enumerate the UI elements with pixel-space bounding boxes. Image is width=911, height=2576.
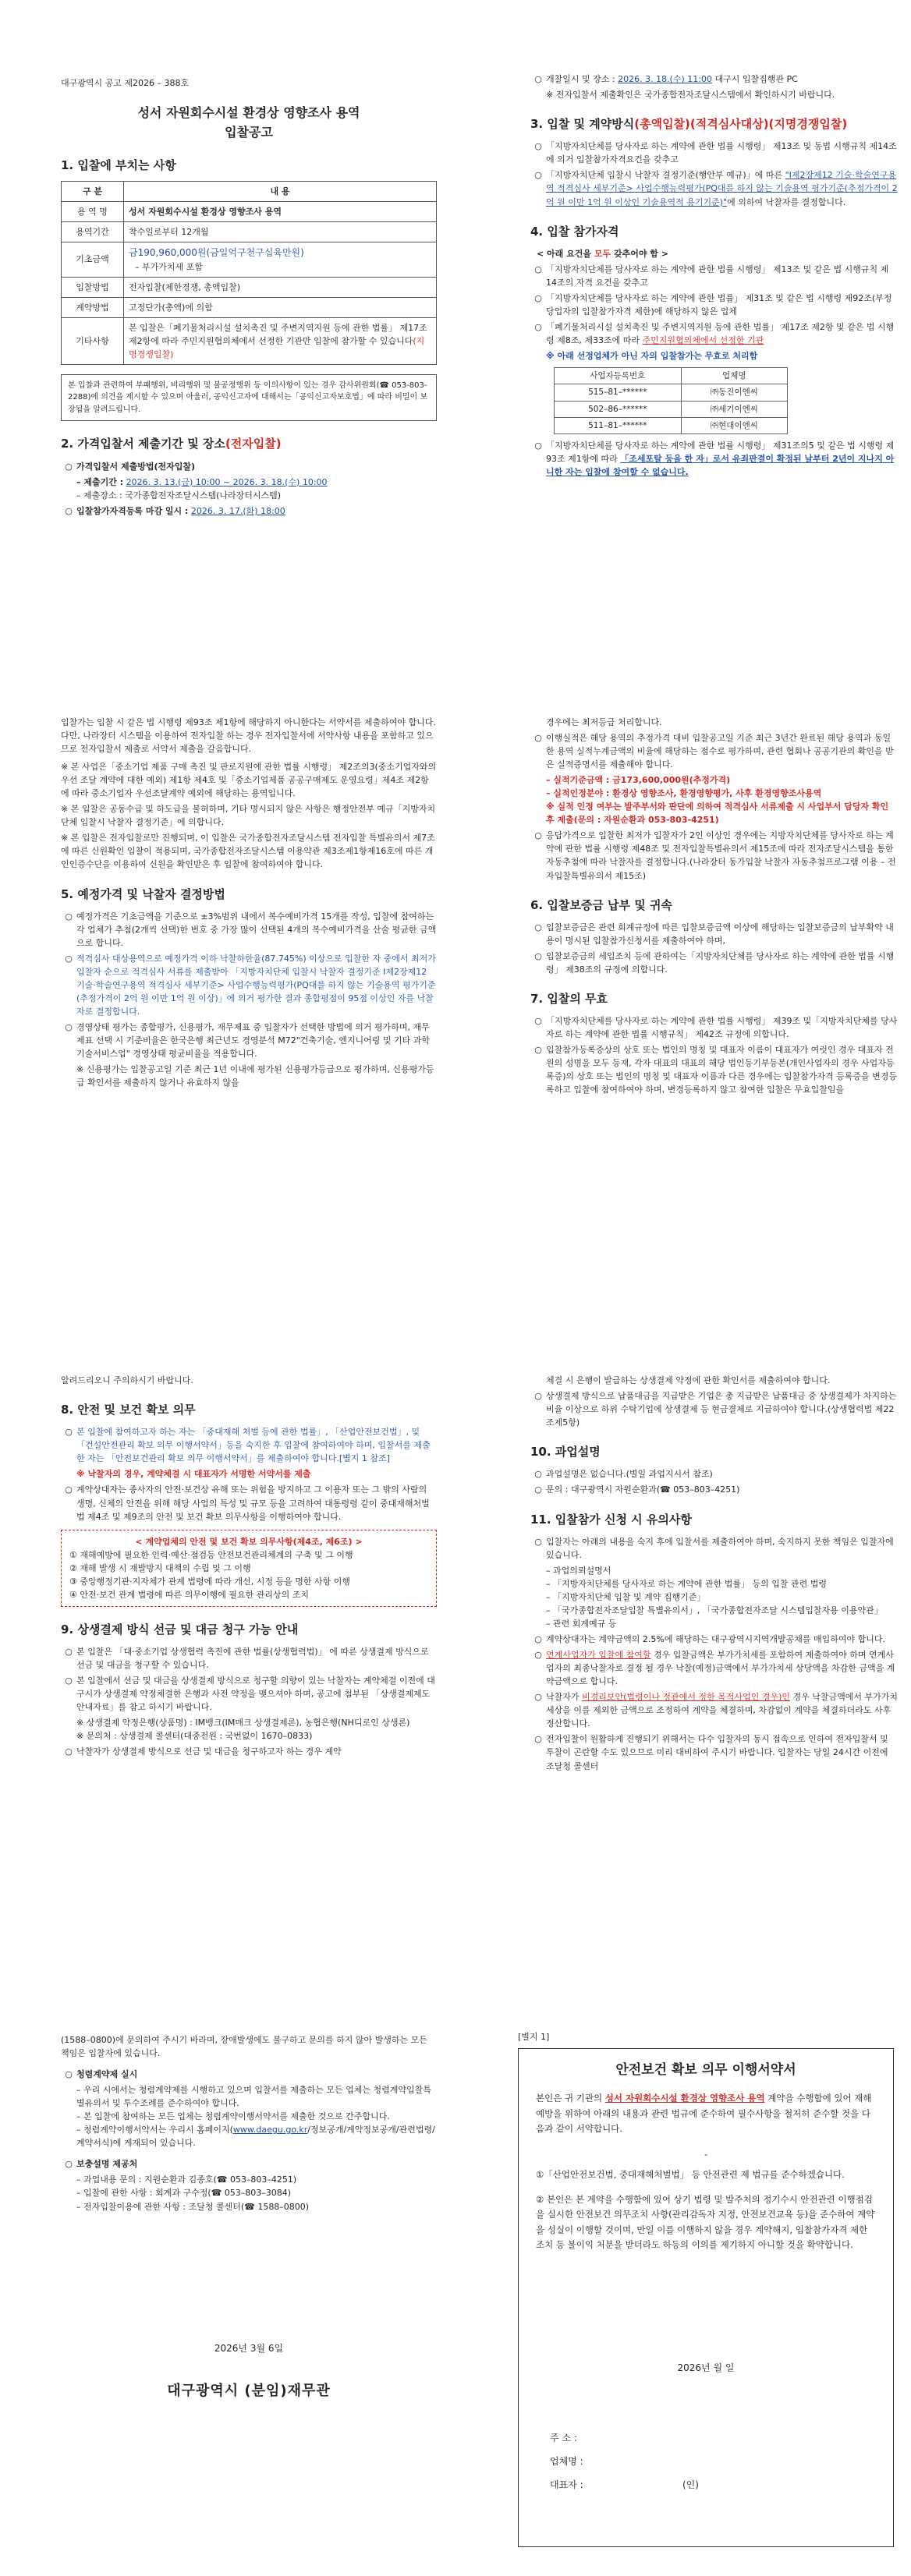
- item-text: 예정가격은 기초금액을 기준으로 ±3%범위 내에서 복수예비가격 15개를 작성, 입찰에 참여하는 각 업체가 추첨(2개씩 선택)한 번호 중 가장 많이 선택된 4개의 복수예비가격을 산술 평균한 금액으로 합니다.: [76, 911, 437, 948]
- circle-bullet-icon: ○: [534, 441, 542, 451]
- circle-bullet-icon: ○: [534, 292, 542, 303]
- lead-text: < 아래 요건을: [537, 248, 592, 259]
- list-item: [530, 1648, 899, 1688]
- table-row: [555, 384, 788, 401]
- circle-bullet-icon: ○: [534, 950, 542, 961]
- circle-bullet-icon: ○: [534, 264, 542, 274]
- audit-notice-box: 본 입찰과 관련하여 부패행위, 비리행위 및 불공정행위 등 이의사항이 있는 경우 감사위원회(☎ 053-803-2288)에 의견을 제시할 수 있으며 아울러, 공익신고자에 대해서는「공익신고자보호법」에 따라 비밀이 보장됨을 알려드립니다.: [61, 374, 437, 422]
- item-red: 주민지원협의체에서 선정한 기관: [642, 335, 764, 346]
- list-item: [61, 1425, 437, 1465]
- list-item: [61, 476, 437, 489]
- list-item: [530, 1389, 899, 1429]
- item-text: 「지방자치단체를 당사자로 하는 계약에 관한 법률 시행령」 제39조 및「지방자치단체를 당사자로 하는 계약에 관한 법률 시행규칙」 제42조 규정에 의합니다.: [546, 1016, 898, 1040]
- circle-bullet-icon: ○: [534, 1634, 542, 1645]
- row-label: 용역기간: [62, 221, 124, 242]
- circle-bullet-icon: ○: [534, 1016, 542, 1027]
- doc-item: – 「지방자치단체 입찰 및 계약 집행기준」: [546, 1591, 706, 1602]
- row-label: 기초금액: [62, 242, 124, 278]
- list-item: [61, 1645, 437, 1672]
- list-item: [530, 1014, 899, 1041]
- opening-time: 2026. 3. 18.(수) 11:00: [618, 74, 712, 84]
- list-item: [530, 320, 899, 347]
- list-item: [530, 1043, 899, 1096]
- duty-item: ① 재해예방에 필요한 인력·예산·점검등 안전보건관리체계의 구축 및 그 이행: [69, 1549, 353, 1560]
- project-name: 성서 자원회수시설 환경상 영향조사 용역: [604, 2093, 765, 2104]
- paragraph: (1588–0800)에 문의하여 주시기 바라며, 장애발생에도 불구하고 문의를 하지 않아 발생하는 모든 책임은 입찰자에 있습니다.: [61, 2035, 427, 2059]
- paragraph: 입찰가는 입찰 시 같은 법 시행령 제93조 제1항에 해당하지 아니한다는 서약서를 제출하여야 합니다. 다만, 나라장터 시스템을 이용하여 전자입찰 하는 경우 전자입찰서에 서약사항 내용을 포함하고 있으므로 전자입찰서 제출로 서약서 제출을 갈음합니다.: [61, 717, 436, 755]
- document-subtitle: 입찰공고: [225, 124, 273, 140]
- item-text: 낙찰자가 상생결제 방식으로 선금 및 대금을 청구하고자 하는 경우 계약: [76, 1746, 342, 1757]
- page4-right-column: [518, 2030, 894, 2547]
- item-text: 입찰자는 아래의 내용을 숙지 후에 입찰서를 제출하여야 하며, 숙지하지 못한 책임은 입찰자에 있습니다.: [546, 1536, 894, 1560]
- criteria-field: – 실적인정분야 : 환경상 영향조사, 환경영향평가, 사후 환경영향조사용역: [546, 788, 822, 799]
- note: [61, 802, 437, 829]
- row-label: 용 역 명: [62, 201, 124, 221]
- item-text: 상생결제 방식으로 납품대금을 지급받은 기업은 총 지급받은 납품대금 중 상생결제가 차지하는 비율 이상으로 하위 수탁기업에 상생결제 등 현금결제로 지급하여야 합니다.(상생협력법 제22조제5항): [546, 1391, 897, 1428]
- item-text: 입찰참가등록증상의 상호 또는 법인의 명칭 및 대표자 이름이 대표자가 여럿인 경우 대표자 전원의 성명을 모두 등재, 각자 대표의 대표의 해당 법인등기부등본(개인사업자의 경우 사업자등록증)의 상호 또는 법인의 명칭 및 대표자 이름과 다른 경우에는 입찰참가자격 등록증을 변경등록하고 입찰에 참여하여야 하며, 변경등록하지 않고 참여한 입찰은 무효입찰임을: [546, 1045, 898, 1095]
- circle-bullet-icon: ○: [534, 1045, 542, 1056]
- doc-item: – 과업의뢰설명서: [546, 1565, 611, 1576]
- list-item: [530, 1483, 899, 1496]
- item-text: 전자입찰이 원활하게 진행되기 위해서는 다수 입찰자의 동시 접속으로 인하여 전자입찰서 및 투찰이 곤란할 수도 있으므로 미리 대비하여 주시기 바랍니다. 입찰자는 당일 24시간 이전에 조달청 콜센터: [546, 1734, 888, 1771]
- heading-red: (전자입찰): [225, 437, 282, 451]
- section-6-heading: 6. 입찰보증금 납부 및 귀속: [530, 897, 672, 912]
- list-item: [530, 73, 899, 86]
- list-item: [61, 952, 437, 1018]
- table-header: 내 용: [124, 181, 437, 201]
- signature-note: ※ 낙찰자의 경우, 계약체결 시 대표자가 서명한 서약서를 제출: [76, 1469, 311, 1480]
- form-text: 계약을 수행함에 있어 재해예방을 위하여 아래의 내용과 관련 법규에 준수하여 필수사항을 철저히 준수할 것을 다음과 같이 서약합니다.: [536, 2093, 872, 2135]
- item-text: 입찰보증금은 관련 회계규정에 따른 입찰보증금액 이상에 해당하는 입찰보증금의 납부확약 내용이 명시된 입찰참가신청서를 제출하여야 하며,: [546, 922, 894, 946]
- item-text: 과업설명은 없습니다.(별일 과업지시서 참조): [546, 1469, 713, 1480]
- list-item: – 우리 시에서는 청렴계약제를 시행하고 있으며 입찰서를 제출하는 모든 업체는 청렴계약입찰특별유의서 및 투수조례를 준수하여야 합니다.: [76, 2085, 431, 2109]
- list-item: [61, 910, 437, 950]
- page4-left-column: [61, 2033, 437, 2517]
- item-text: 가격입찰서 제출방법(전자입찰): [76, 461, 196, 472]
- form-text: 본인은 귀 기관의: [536, 2093, 603, 2104]
- page1-left-column: [61, 76, 437, 520]
- selected-companies-table: [554, 367, 788, 434]
- registration-deadline: 2026. 3. 17.(화) 18:00: [190, 505, 285, 516]
- item-label: 개찰일시 및 장소 :: [546, 74, 615, 84]
- item-text: 에 의하여 낙찰자를 결정합니다.: [727, 196, 846, 207]
- form-title: 안전보건 확보 의무 이행서약서: [615, 2062, 796, 2079]
- circle-bullet-icon: ○: [65, 2159, 73, 2170]
- list-item: [61, 1674, 437, 1714]
- paragraph: 경우에는 최저등급 처리합니다.: [546, 717, 662, 727]
- cell: 502–86–******: [555, 401, 682, 417]
- item-heading: 청렴계약제 실시: [76, 2069, 138, 2080]
- form-paragraph: [536, 2091, 876, 2137]
- contact-item: – 전자입찰이용에 관한 사항 : 조달청 콜센터(☎ 1588–0800): [76, 2201, 310, 2212]
- row-value: 고정단가(총액)에 의함: [124, 297, 437, 317]
- pledge-item: ①「산업안전보건법, 중대재해처벌법」 등 안전관련 제 법규를 준수하겠습니다.: [536, 2169, 845, 2181]
- cell: 511–81–******: [555, 418, 682, 434]
- circle-bullet-icon: ○: [65, 953, 73, 964]
- circle-bullet-icon: ○: [534, 74, 542, 84]
- item-text: /정보공개/계약정보공개/관련법령/계약서식)에 게재되어 있습니다.: [76, 2125, 435, 2149]
- list-item: [530, 731, 899, 771]
- list-item: [61, 2123, 437, 2150]
- section-8-heading: 8. 안전 및 보건 확보 의무: [61, 1403, 196, 1417]
- list-item: [530, 1690, 899, 1730]
- row-value: 착수일로부터 12개월: [124, 221, 437, 242]
- criteria-note: ※ 실적 인정 여부는 발주부서와 판단에 의하여 적격심사 서류제출 시 사업부서 담당자 확인 후 제출(문의 : 자원순환과 053-803-4251): [546, 801, 889, 826]
- list-item: [61, 460, 437, 473]
- note: [61, 760, 437, 800]
- item-text: 문의 : 대구광역시 자원순환과(☎ 053–803–4251): [546, 1484, 740, 1495]
- note: ※ 전자입찰서 제출확인은 국가종합전자조달시스템에서 확인하시기 바랍니다.: [546, 90, 835, 101]
- section-10-heading: 10. 과업설명: [530, 1445, 601, 1460]
- item-text: 「지방자치단체를 당사자로 하는 계약에 관한 법률 시행령」 제13조 및 같은 법 시행규칙 제14조의 자격 요건을 갖추고: [546, 264, 889, 288]
- cell: ㈜동진이엔씨: [681, 384, 787, 401]
- circle-bullet-icon: ○: [534, 1650, 542, 1661]
- heading-red: (총액입찰)(적격심사대상)(지명경쟁입찰): [634, 117, 848, 132]
- other-info: 본 입찰은「폐기물처리시설 설치촉진 및 주변지역지원 등에 관한 법률」 제17조제2항에 따라 주민지원협의체에서 선정한 기관만 입찰에 참가할 수 있습니다: [129, 322, 427, 346]
- homepage-link[interactable]: www.daegu.go.kr: [232, 2125, 308, 2135]
- list-item: [61, 1483, 437, 1523]
- seal-mark: (인): [682, 2479, 699, 2491]
- circle-bullet-icon: ○: [534, 141, 542, 152]
- page3-right-column: [530, 1374, 899, 1775]
- note: ※ 신용평가는 입찰공고일 기준 최근 1년 이내에 평가된 신용평가등급으로 평가하며, 신용평가등급 확인서를 제출하지 않거나 유효하지 않을: [76, 1064, 434, 1088]
- row-value: 전자입찰(제한경쟁, 총액입찰): [124, 277, 437, 297]
- item-text: 이행실적은 해당 용역의 추정가격 대비 입찰공고일 기준 최근 3년간 완료된 해당 용역과 동일한 용역 실적누계금액의 비율에 해당하는 점수로 평가하며, 관련 협회나 공공기관의 확인을 받은 실적증명서를 제출해야 합니다.: [546, 733, 894, 770]
- item-text: 「지방자치단체를 당사자로 하는 계약에 관한 법률 시행령」 제31조의5 및 같은 법 시행령 제93조 제1항에 따라: [546, 441, 895, 465]
- bid-info-table: [61, 181, 437, 365]
- row-label: 입찰방법: [62, 277, 124, 297]
- section-4-heading: 4. 입찰 참가자격: [530, 224, 619, 239]
- note-text: ※ 본 사업은「중소기업 제품 구매 촉진 및 판로지원에 관한 법률 시행령」 제2조의3(중소기업자와의 우선 조달 계약에 대한 예외) 제1항 제4호 및「중소기업제품 공공구매제도 운영요령」제4조 제2항에 따라 중소기업자 우선조달계약 예외에 해당하는 용역입니다.: [61, 762, 437, 799]
- circle-bullet-icon: ○: [65, 1484, 73, 1495]
- list-item: [61, 1021, 437, 1060]
- list-item: [530, 1732, 899, 1772]
- duty-item: ③ 중앙행정기관·지자체가 관계 법령에 따라 개선, 시정 등을 명한 사항 이행: [69, 1576, 350, 1587]
- row-value: [124, 242, 437, 278]
- note-text: ※ 본 입찰은 공동수급 및 하도급을 불허하며, 기타 명시되지 않은 사항은 행정안전부 예규「지방자치단체 입찰시 낙찰자 결정기준」에 의합니다.: [61, 804, 436, 828]
- list-item: – 본 입찰에 참여하는 모든 업체는 청렴계약이행서약서를 제출한 것으로 간주합니다.: [76, 2111, 390, 2122]
- criteria-text: "Ⅰ제2장제12 기술·학술연구용역 적격심사 세부기준> 사업수행능력평가(PQ대를 하지 않는 기술용역 평가기준(추정가격이 2억 원 이만 1억 원 이상인 기술용역적 용기기준)": [546, 170, 898, 207]
- circle-bullet-icon: ○: [65, 1647, 73, 1658]
- circle-bullet-icon: ○: [65, 461, 73, 472]
- form-date[interactable]: 2026년 월 일: [677, 2362, 735, 2374]
- doc-item: – 「국가종합전자조달입찰 특별유의서」, 「국가종합전자조달 시스템입찰자용 이용약관」: [546, 1605, 883, 1616]
- list-item: [530, 921, 899, 947]
- section-9-heading: 9. 상생결제 방식 선금 및 대금 청구 가능 안내: [61, 1622, 299, 1637]
- list-item: [61, 504, 437, 518]
- list-item: – 제출장소 : 국가종합전자조달시스템(나라장터시스템): [76, 490, 282, 501]
- note-text: ※ 본 입찰은 전자입찰로만 진행되며, 이 입찰은 국가종합전자조달시스템 전자입찰 특별유의서 제7조에 따른 신원확인 입찰이 적용되며, 국가종합전자조달시스템 이용약관 제3조제1항제16호에 따른 개인인증수단을 이용하여 신원을 확인받은 후 입찰에 참여하여야 합니다.: [61, 833, 435, 870]
- row-value: [124, 317, 437, 364]
- circle-bullet-icon: ○: [65, 1427, 73, 1438]
- appendix-label: [별지 1]: [518, 2032, 550, 2042]
- pledge-form: 안전보건 확보 의무 이행서약서 본인은 귀 기관의 성서 자원회수시설 환경상 영향조사 용역 계약을 수행함에 있어 재해예방을 위하여 아래의 내용과 관련 법규에 준수하여 필수사항을 철저히 준수할 것을 다음과 같이 서약합니다. - ①「산업안전보건법, 중대재해처벌법」 등 안전관련 제 법규를 준수하겠습니다. ② 본인은 본 계약을 수행함에 있어 상기 법령 및 발주처의 정기수시 안전관련 이행점검을 실시한 안전보건 의무조치 사항(관리감독자 지정, 안전보건교육 등)을 준수하여 계약을 성실이 이행할 것이며, 만일 이를 이행하지 않을 경우 계약해지, 입찰참가자격 제한조치 등 불이익 처분을 받더라도 하등의 이의를 제기하지 아니할 것을 확약합니다. 2026년 월 일 주 소 : 업체명 : 대표자 : (인): [518, 2048, 894, 2547]
- item-text: 경영상태 평가는 종합평가, 신용평가, 재무제표 중 입찰자가 선택한 방법에 의거 평가하며, 재무제표 선택 시 기준비율은 한국은행 최근년도 경영분석 M72"건축기술, 엔지니어링 및 기타 과학기술서비스업" 경영상태 평균비율을 적용합니다.: [76, 1022, 431, 1060]
- circle-bullet-icon: ○: [534, 322, 542, 333]
- heading-text: 3. 입찰 및 계약방식: [530, 117, 635, 132]
- list-item: [530, 1633, 899, 1646]
- box-title: < 계약업체의 안전 및 보건 확보 의무사항(제4조, 제6조) >: [135, 1536, 363, 1547]
- doc-item: – 관련 회계예규 등: [546, 1619, 617, 1629]
- item-text: 경우 낙찰금액에서 부가가치세상을 이를 제외한 금액으로 조정하여 계약을 체결하며, 차감없이 계약을 체결하더라도 사후 정산합니다.: [546, 1692, 898, 1729]
- item-text: 본 입찰은 「대·중소기업 상생협력 촉진에 관한 법률(상생협력법)」 에 따른 상생결제 방식으로 선금 및 대금을 청구할 수 있습니다.: [76, 1647, 429, 1671]
- item-red: 비경리보안(법령이나 정관에서 정한 목적사업인 경우)인: [582, 1692, 790, 1703]
- list-item: [530, 1535, 899, 1562]
- item-text: 「폐기물처리시설 설치촉진 및 주변지역지원 등에 관한 법률」 제17조 제2항 및 같은 법 시행령 제8조, 제33조에 따라: [546, 322, 895, 346]
- section-1-heading: 1. 입찰에 부치는 사항: [61, 157, 176, 172]
- table-header: 구 분: [62, 181, 124, 201]
- circle-bullet-icon: ○: [534, 1692, 542, 1703]
- lead-text: 갖추어야 함 >: [613, 248, 668, 259]
- paragraph: 체결 시 은행이 발급하는 상생결제 약정에 관한 확인서를 제출하여야 합니다.: [546, 1375, 831, 1385]
- list-item: [61, 1745, 437, 1758]
- circle-bullet-icon: ○: [534, 830, 542, 841]
- base-amount: 금190,960,000원(금일억구천구십육만원): [129, 247, 304, 259]
- circle-bullet-icon: ○: [65, 1022, 73, 1033]
- item-text: 낙찰자가: [546, 1692, 580, 1703]
- item-bold: 「조세포탈 등을 한 자」로서 유죄판결이 확정된 날부터 2년이 지나지 아니한 자는 입찰에 참여할 수 없습니다.: [546, 454, 895, 478]
- circle-bullet-icon: ○: [534, 1469, 542, 1480]
- note: [61, 831, 437, 871]
- section-5-heading: 5. 예정가격 및 낙찰자 결정방법: [61, 886, 225, 901]
- lead-red: 모두: [594, 248, 611, 259]
- circle-bullet-icon: ○: [534, 922, 542, 932]
- list-item: [530, 292, 899, 318]
- item-text: 본 입찰에서 선금 및 대금을 상생결제 방식으로 청구할 의향이 있는 낙찰자는 계약체결 이전에 대구시가 상생결제 약정체결한 은행과 사전 약정을 맺으셔야 하며, 공고에 첨부된 「상생결제제도 안내자료」를 참고 하시기 바랍니다.: [76, 1675, 435, 1713]
- notice-number: 대구광역시 공고 제2026 – 388호: [61, 78, 190, 88]
- paragraph: 알려드리오니 주의하시기 바랍니다.: [61, 1375, 193, 1385]
- issuer-name: 대구광역시 (분임)재무관: [167, 2383, 331, 2399]
- circle-bullet-icon: ○: [65, 911, 73, 922]
- cell: 515–81–******: [555, 384, 682, 401]
- list-item: [530, 263, 899, 289]
- section-7-heading: 7. 입찰의 무효: [530, 992, 608, 1006]
- row-label: 계약방법: [62, 297, 124, 317]
- list-item: [61, 2068, 437, 2081]
- safety-duties-box: [61, 1530, 437, 1607]
- list-item: [530, 439, 899, 479]
- pledge-item: ② 본인은 본 계약을 수행함에 있어 상기 법령 및 발주처의 정기수시 안전관련 이행점검을 실시한 안전보건 의무조치 사항(관리감독자 지정, 안전보건교육 등)을 준수하여 계약을 성실이 이행할 것이며, 만일 이를 이행하지 않을 경우 계약해지, 입찰참가자격 제한조치 등 불이익 처분을 받더라도 하등의 이의를 제기하지 아니할 것을 확약합니다.: [536, 2193, 875, 2251]
- bid-period: 2026. 3. 13.(금) 10:00 ~ 2026. 3. 18.(수) 10:00: [126, 476, 328, 487]
- list-item: [530, 140, 899, 166]
- item-text: – 청렴계약이행서약서는 우리시 홈페이지(: [76, 2125, 233, 2135]
- circle-bullet-icon: ○: [65, 505, 73, 516]
- item-red: 연계사업자가 입찰에 참여할: [546, 1650, 651, 1661]
- table-row: [555, 401, 788, 417]
- list-item: [530, 829, 899, 882]
- address-field[interactable]: 주 소 :: [550, 2433, 577, 2444]
- section-3-heading: [530, 115, 899, 133]
- table-row: [555, 418, 788, 434]
- item-label: – 제출기간 :: [76, 476, 124, 487]
- circle-bullet-icon: ○: [65, 1675, 73, 1686]
- item-text: 계약상대자는 종사자의 안전·보건상 유해 또는 위험을 방지하고 그 이용자 또는 그 밖의 사람의 생명, 신체의 안전을 위해 해당 사업의 특성 및 규모 등을 고려하여 대통령령 같이 중대재해처벌법 제4조 및 제9조의 안전 및 보건 확보 의무사항을 이행하여야 합니다.: [76, 1484, 430, 1522]
- item-text: 「지방자치단체 입찰시 낙찰자 결정기준(행안부 예규)」에 따른: [546, 170, 783, 181]
- vat-note: – 부가가치세 포함: [135, 261, 203, 272]
- company-field[interactable]: 업체명 :: [550, 2456, 583, 2468]
- contact-item: – 과업내용 문의 : 지원순환과 김종호(☎ 053–803–4251): [76, 2174, 297, 2185]
- circle-bullet-icon: ○: [534, 733, 542, 744]
- list-item: [61, 2157, 437, 2171]
- row-label: 기타사항: [62, 317, 124, 364]
- item-text: 본 입찰에 참여하고자 하는 자는 「중대재해 처벌 등에 관한 법률」, 「산업안전보건법」, 및 「건설안전관리 확보 의무 이행서약서」등을 숙지한 후 입찰에 참여하여야 하며, 입찰서를 제출한 자는 「안전보건관리 확보 의무 이행서약서」를 제출하여야 합니다.[별지 1 참조]: [76, 1427, 431, 1464]
- list-item: [530, 168, 899, 208]
- circle-bullet-icon: ○: [534, 1391, 542, 1402]
- item-text: 「지방자치단체를 당사자로 하는 계약에 관한 법률 시행령」 제13조 및 동법 시행규칙 제14조에 의거 입찰참가자격요건을 갖추고: [546, 141, 897, 165]
- page2-right-column: [530, 716, 899, 1099]
- requirement-lead: [530, 247, 899, 260]
- note: ※ 상생결제 약정은행(상품명) : IM뱅크(IM매크 상생결제론), 농협은행(NH디로인 상생론): [76, 1718, 410, 1729]
- cell: ㈜세기이엔씨: [681, 401, 787, 417]
- circle-bullet-icon: ○: [534, 1734, 542, 1745]
- invalid-note: ※ 아래 선정업체가 아닌 자의 입찰참가는 무효로 처리함: [546, 351, 758, 362]
- cell: ㈜현대이엔씨: [681, 418, 787, 434]
- duty-item: ④ 안전·보건 관계 법령에 따른 의무이행에 필요한 관리상의 조치: [69, 1589, 309, 1600]
- circle-bullet-icon: ○: [534, 1536, 542, 1547]
- item-text: 계약상대자는 계약금액의 2.5%에 해당하는 대구광역시지역개발공채를 매입하여야 합니다.: [546, 1634, 885, 1645]
- criteria-amount: – 실적기준금액 : 금173,600,000원(추정가격): [546, 775, 731, 786]
- item-text: 「지방자치단체를 당사자로 하는 계약에 관한 법률」 제31조 및 같은 법 시행령 제92조(부정당업자의 입찰참가자격 제한)에 해당하지 않은 업체: [546, 292, 892, 317]
- other-info-red: (지명경쟁입찰): [129, 335, 425, 359]
- notice-date: 2026년 3월 6일: [214, 2343, 284, 2354]
- page2-left-column: [61, 716, 437, 1089]
- circle-bullet-icon: ○: [534, 1484, 542, 1495]
- item-label: 입찰참가자격등록 마감 일시 :: [76, 505, 189, 516]
- column-header: 사업자등록번호: [555, 368, 682, 384]
- list-item: [530, 1467, 899, 1481]
- circle-bullet-icon: ○: [534, 170, 542, 181]
- page3-left-column: [61, 1374, 437, 1760]
- representative-field[interactable]: 대표자 :: [550, 2479, 583, 2491]
- item-text: 경우 입찰금액은 부가가치세를 포함하여 제출하여야 하며 연계사업자의 최종낙찰자로 결정 될 경우 낙찰(예정)금액에서 부가가치세 상당액을 차감한 금액을 계약금액으로 합니다.: [546, 1650, 895, 1687]
- duty-item: ② 재해 발생 시 재발방지 대책의 수립 및 그 이행: [69, 1562, 251, 1573]
- item-heading: 보충설명 제공처: [76, 2159, 138, 2170]
- page1-right-column: [530, 70, 899, 481]
- list-item: [530, 950, 899, 976]
- item-text: 적격심사 대상용역으로 예정가격 이하 낙찰하한율(87.745%) 이상으로 입찰한 자 중에서 최저가 입찰자 순으로 적격심사 서류를 제출받아 「지방자치단체 입찰시 낙찰자 결정기준 Ⅰ제2장제12 기술·학술연구용역 적격심사 세부기준> 사업수행능력평가(PQ대를 하지 않는 기술용역 평가기준(추정가격이 2억 원 이만 1억 원 이상)」에 의거 평가한 결과 종합평점이 95점 이상인 자를 낙찰자로 결정합니다.: [76, 953, 436, 1017]
- item-text: 대구시 입찰집행관 PC: [714, 74, 798, 84]
- item-text: 응답가격으로 입찰한 최저가 입찰자가 2인 이상인 경우에는 지방자치단체를 당사자로 하는 계약에 관한 법률 시행령 제48조 및 전자입찰특별유의서 제15조에 따라 전자조달시스템을 통한 자동추첨에 따라 낙찰자를 결정합니다.(나라장터 동가입찰 낙찰자 자동추첨프로그램 이용 – 전자입찰특별유의서 제15조): [546, 830, 896, 881]
- row-value: 성서 자원회수시설 환경상 영향조사 용역: [124, 201, 437, 221]
- column-header: 업체명: [681, 368, 787, 384]
- circle-bullet-icon: ○: [65, 2069, 73, 2080]
- section-11-heading: 11. 입찰참가 신청 시 유의사항: [530, 1512, 692, 1527]
- note: ※ 문의처 : 상생결제 콜센터(대중전원 : 국번없이 1670–0833): [76, 1731, 313, 1742]
- contact-item: – 입찰에 관한 사항 : 회계과 구수정(☎ 053–803–3084): [76, 2188, 292, 2199]
- heading-text: 2. 가격입찰서 제출기간 및 장소: [61, 437, 225, 451]
- circle-bullet-icon: ○: [65, 1746, 73, 1757]
- item-text: 입찰보증금의 세입조치 등에 관하여는「지방자치단체를 당사자로 하는 계약에 관한 법률 시행령」 제38조의 규정에 의합니다.: [546, 950, 895, 975]
- document-title: 성서 자원회수시설 환경상 영향조사 용역: [137, 105, 360, 121]
- doc-item: – 「지방자치단체를 당사자로 하는 계약에 관한 법률」 등의 입찰 관련 법령: [546, 1578, 827, 1589]
- section-2-heading: [61, 435, 437, 453]
